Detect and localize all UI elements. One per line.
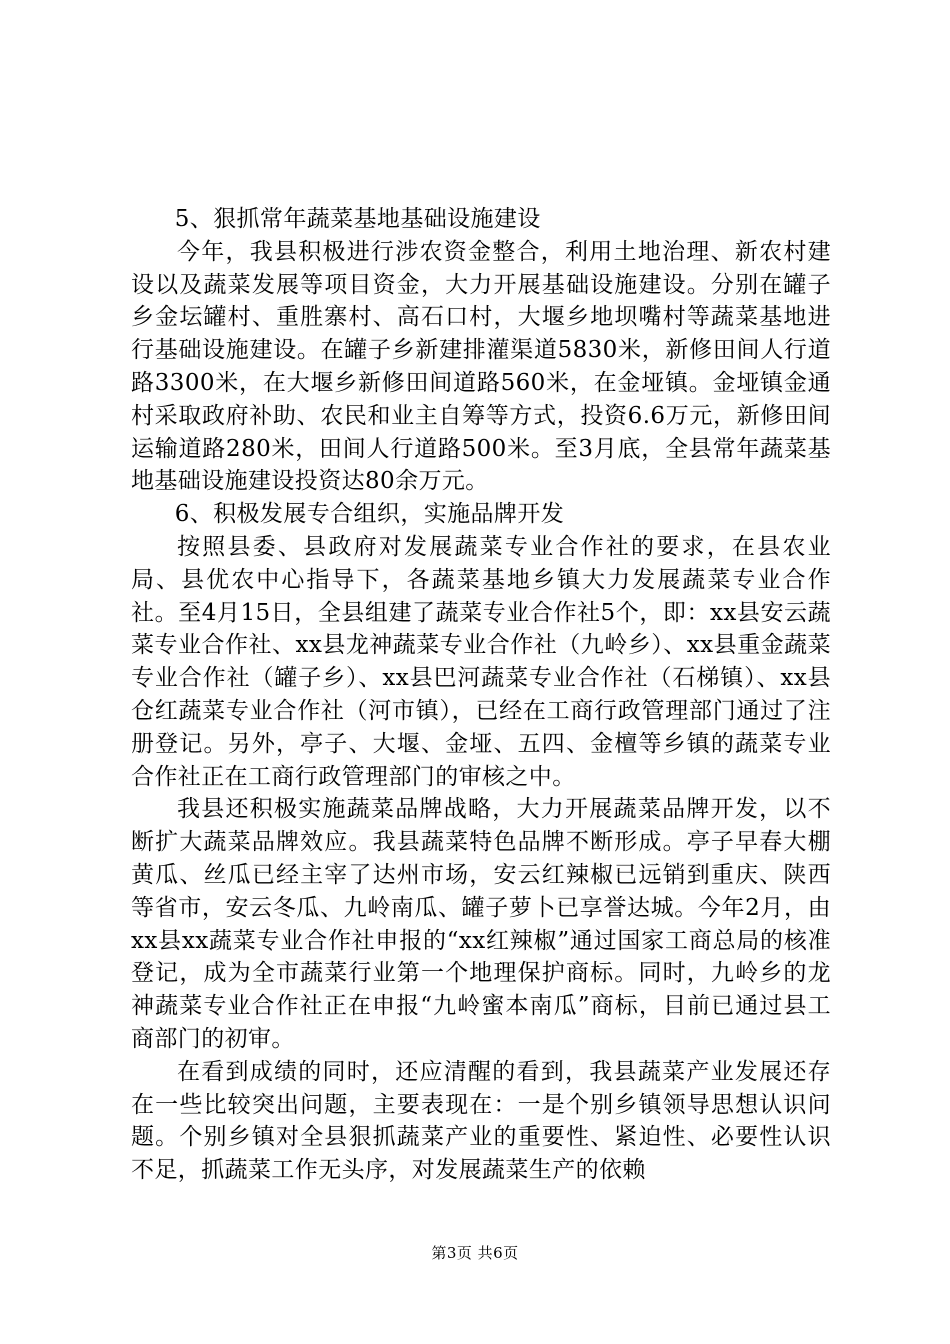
paragraph-brand: 我县还积极实施蔬菜品牌战略，大力开展蔬菜品牌开发，以不断扩大蔬菜品牌效应。我县蔬菜特色品牌不断形成。亭子早春大棚黄瓜、丝瓜已经主宰了达州市场，安云红辣椒已远销到重庆、陕西等省市，安云冬瓜、九岭南瓜、罐子萝卜已享誉达城。今年2月，由xx县xx蔬菜专业合作社申报的“xx红辣椒”通过国家工商总局的核准登记，成为全市蔬菜行业第一个地理保护商标。同时，九岭乡的龙神蔬菜专业合作社正在申报“九岭蜜本南瓜”商标，目前已通过县工商部门的初审。 (131, 796, 831, 1052)
document-body (131, 203, 831, 1187)
paragraph-cooperatives: 按照县委、县政府对发展蔬菜专业合作社的要求，在县农业局、县优农中心指导下，各蔬菜基地乡镇大力发展蔬菜专业合作社。至4月15日，全县组建了蔬菜专业合作社5个，即：xx县安云蔬菜专业合作社、xx县龙神蔬菜专业合作社（九岭乡）、xx县重金蔬菜专业合作社（罐子乡）、xx县巴河蔬菜专业合作社（石梯镇）、xx县仓红蔬菜专业合作社（河市镇），已经在工商行政管理部门通过了注册登记。另外，亭子、大堰、金垭、五四、金檀等乡镇的蔬菜专业合作社正在工商行政管理部门的审核之中。 (131, 533, 831, 790)
paragraph-problems: 在看到成绩的同时，还应清醒的看到，我县蔬菜产业发展还存在一些比较突出问题，主要表现在：一是个别乡镇领导思想认识问题。个别乡镇对全县狠抓蔬菜产业的重要性、紧迫性、必要性认识不足，抓蔬菜工作无头序，对发展蔬菜生产的依赖 (131, 1058, 831, 1184)
page-footer (0, 1242, 950, 1263)
page-number: 第3页 共6页 (431, 1244, 519, 1262)
section-heading-6: 6、积极发展专合组织，实施品牌开发 (174, 501, 565, 528)
section-heading-5: 5、狠抓常年蔬菜基地基础设施建设 (174, 206, 541, 232)
paragraph-infrastructure: 今年，我县积极进行涉农资金整合，利用土地治理、新农村建设以及蔬菜发展等项目资金，大力开展基础设施建设。分别在罐子乡金坛罐村、重胜寨村、高石口村，大堰乡地坝嘴村等蔬菜基地进行基础设施建设。在罐子乡新建排灌渠道5830米，新修田间人行道路3300米，在大堰乡新修田间道路560米，在金垭镇。金垭镇金通村采取政府补助、农民和业主自筹等方式，投资6.6万元，新修田间运输道路280米，田间人行道路500米。至3月底，全县常年蔬菜基地基础设施建设投资达80余万元。 (131, 238, 831, 495)
